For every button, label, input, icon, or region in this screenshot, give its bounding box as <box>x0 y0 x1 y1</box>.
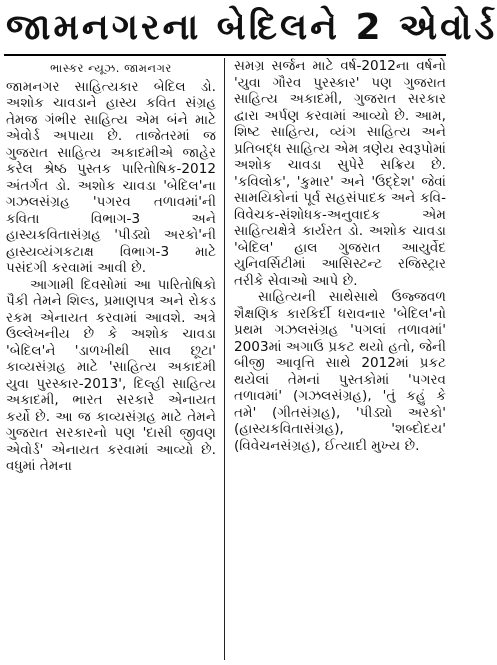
right-column <box>234 58 446 454</box>
dateline: ભાસ્કર ન્યૂઝ. જામનગર <box>50 61 172 75</box>
article-paragraph-2: આગામી દિવસોમાં આ પારિતોષિકો પૈકી તેમને શિલ્ડ, પ્રમાણપત્ર અને રોકડ રકમ એનાયત કરવામાં આવશે. અત્રે ઉલ્લેખનીય છે કે અશોક ચાવડા 'બેદિલ'ને 'ડાળખીથી સાવ છૂટા' કાવ્યસંગ્રહ માટે 'સાહિત્ય અકાદમી યુવા પુરસ્કાર-2013', દિલ્હી સાહિત્ય અકાદમી, ભારત સરકારે એનાયત કર્યો છે. આ જ કાવ્યસંગ્રહ માટે તેમને ગુજરાત સરકારનો પણ 'દાસી જીવણ એવોર્ડ' એનાયત કરવામાં આવ્યો છે. વધુમાં તેમના <box>6 276 216 474</box>
article-paragraph-4: સાહિત્યની સાથેસાથે ઉજ્જવળ શૈક્ષણિક કારકિર્દી ધરાવનાર 'બેદિલ'નો પ્રથમ ગઝલસંગ્રહ 'પગલાં તળાવમાં' 2003માં અગાઉ પ્રકટ થયો હતો, જેની બીજી આવૃત્તિ સાથે 2012માં પ્રકટ થયેલાં તેમનાં પુસ્તકોમાં 'પગરવ તળાવમાં' (ગઝલસંગ્રહ), 'તું કહું કે તમે' (ગીતસંગ્રહ), 'પીડ્યો અરકો' (હાસ્યકવિતાસંગ્રહ), 'શબ્દોદય' (વિવેચનસંગ્રહ), ઈત્યાદી મુખ્ય છે. <box>234 289 446 454</box>
article-paragraph-3: સમગ્ર સર્જન માટે વર્ષ-2012ના વર્ષનો 'યુવા ગૌરવ પુરસ્કાર' પણ ગુજરાત સાહિત્ય અકાદમી, ગુજરાત સરકાર દ્વારા અર્પણ કરવામાં આવ્યો છે. આમ, શિષ્ટ સાહિત્ય, વ્યંગ સાહિત્ય અને પ્રતિબદ્ધ સાહિત્ય એમ ત્રણેય સ્વરૂપોમાં અશોક ચાવડા સુપેરે સક્રિય છે. 'કવિલોક', 'કુમાર' અને 'ઉદ્દેશ' જેવાં સામયિકોનાં પૂર્વ સહસંપાદક અને કવિ-વિવેચક-સંશોધક-અનુવાદક એમ સાહિત્યક્ષેત્રે કાર્યરત ડો. અશોક ચાવડા 'બેદિલ' હાલ ગુજરાત આયુર્વેદ યુનિવર્સિટીમાં આસિસ્ટન્ટ રજિસ્ટ્રાર તરીકે સેવાઓ આપે છે. <box>234 58 446 289</box>
left-column <box>6 60 216 475</box>
column-divider <box>224 58 225 660</box>
article-paragraph-1: જામનગર સાહિત્યકાર બેદિલ ડો. અશોક ચાવડાને હાસ્ય કવિત સંગ્રહ તેમજ ગંભીર સાહિત્ય એમ બંને માટે એવોર્ડ અપાયા છે. તાજેતરમાં જ ગુજરાત સાહિત્ય અકાદમીએ જાહેર કરેલ શ્રેષ્ઠ પુસ્તક પારિતોષિક-2012 અંતર્ગત ડો. અશોક ચાવડા 'બેદિલ'ના ગઝલસંગ્રહ 'પગરવ તળાવમાં'ની કવિતા વિભાગ-3 અને હાસ્યકવિતાસંગ્રહ 'પીડ્યો અરકો'ની હાસ્યવ્યંગકટાક્ષ વિભાગ-3 માટે પસંદગી કરવામાં આવી છે. <box>6 78 216 276</box>
headline-rule <box>4 54 446 56</box>
headline: જામનગરના બેદિલને 2 એવોર્ડ <box>6 7 497 48</box>
